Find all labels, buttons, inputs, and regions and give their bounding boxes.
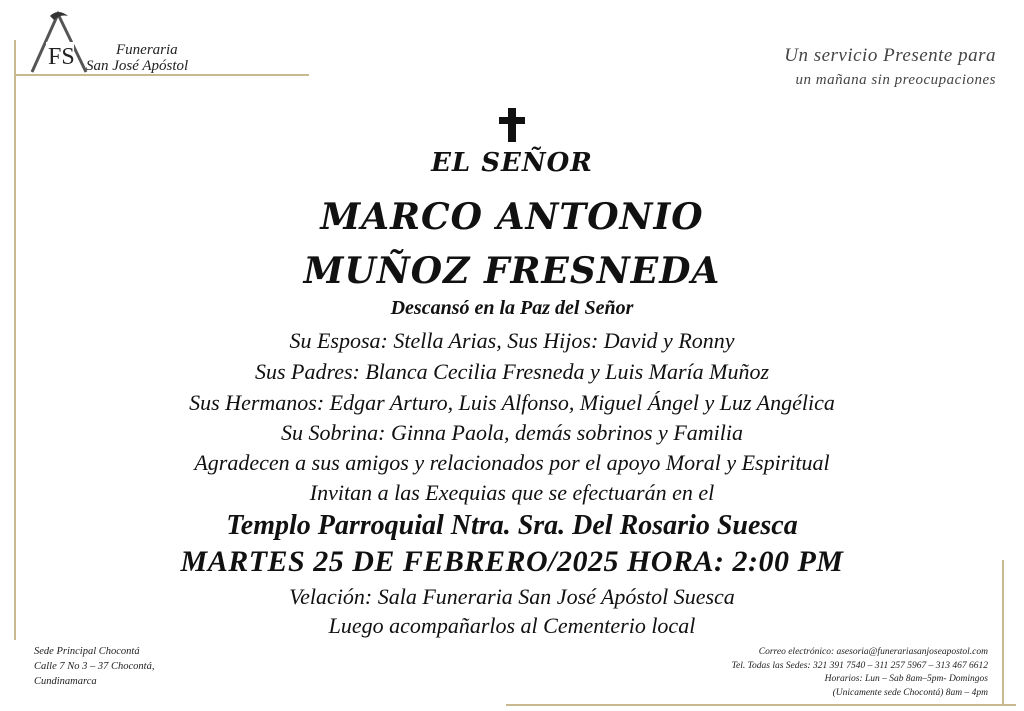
cemetery-line: Luego acompañarlos al Cementerio local (328, 613, 696, 638)
thanks-line: Agradecen a sus amigos y relacionados por el apoyo Moral y Espiritual (194, 450, 830, 475)
deceased-surnames: MUÑOZ FRESNEDA (303, 250, 721, 292)
contact-sunday-hours: (Unicamente sede Chocontá) 8am – 4pm (832, 687, 988, 698)
contact-email: Correo electrónico: asesoria@funerariasanjoseapostol.com (758, 647, 988, 657)
brand-line1: Funeraria (116, 42, 178, 58)
slogan-line1: Un servicio Presente para (784, 45, 996, 66)
service-date-time: MARTES 25 DE FEBRERO/2025 HORA: 2:00 PM (180, 545, 844, 578)
parents-line: Sus Padres: Blanca Cecilia Fresneda y Luis María Muñoz (254, 359, 770, 384)
wake-location: Velación: Sala Funeraria San José Apóstol Suesca (289, 584, 735, 609)
slogan (784, 44, 996, 92)
brand-line2: San José Apóstol (86, 58, 189, 74)
deceased-first-names: MARCO ANTONIO (320, 196, 704, 238)
office-line3: Cundinamarca (34, 676, 97, 687)
notice-title: EL SEÑOR (431, 148, 593, 178)
slogan-line2: un mañana sin preocupaciones (795, 72, 996, 88)
contact-phones: Tel. Todas las Sedes: 321 391 7540 – 311 257 5967 – 313 467 6612 (731, 660, 988, 671)
office-line2: Calle 7 No 3 – 37 Chocontá, (34, 661, 155, 672)
brand-name (86, 42, 188, 74)
main-office-address (34, 644, 154, 689)
cross-icon (499, 108, 525, 142)
contact-hours: Horarios: Lun – Sab 8am–5pm- Domingos (824, 674, 988, 684)
niece-family-line: Su Sobrina: Ginna Paola, demás sobrinos y Familia (281, 420, 743, 445)
invitation-line: Invitan a las Exequias que se efectuarán en el (309, 480, 715, 505)
contact-info (732, 646, 988, 700)
footer-divider-right (506, 704, 1016, 706)
funeraria-logo-icon (24, 6, 94, 76)
rest-in-peace-line: Descansó en la Paz del Señor (390, 297, 634, 319)
siblings-line: Sus Hermanos: Edgar Arturo, Luis Alfonso, Miguel Ángel y Luz Angélica (189, 390, 835, 415)
church-location: Templo Parroquial Ntra. Sra. Del Rosario Suesca (226, 510, 798, 541)
spouse-children-line: Su Esposa: Stella Arias, Sus Hijos: David y Ronny (289, 328, 735, 353)
office-line1: Sede Principal Chocontá (34, 646, 140, 657)
logo-letters: FS (48, 44, 75, 70)
